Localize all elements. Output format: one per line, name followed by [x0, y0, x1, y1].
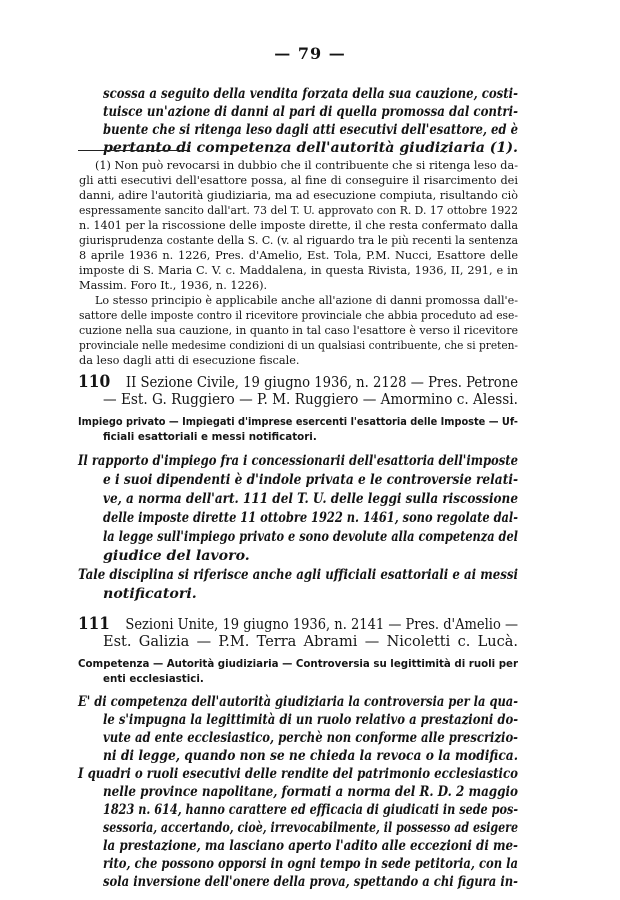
footnote-line: danni, adire l'autorità giudiziaria, ma ad esecuzione compiuta, risultando ciò [79, 189, 519, 202]
case-number: 110 [78, 372, 111, 392]
maxim-line: e i suoi dipendenti è d'indole privata e le controversie relati- [103, 472, 519, 488]
case-keywords-line: ficiali esattoriali e messi notificatori. [103, 431, 317, 443]
maxim-line: le s'impugna la legittimità di un ruolo relativo a prestazioni do- [103, 712, 519, 728]
maxim-line: ni di legge, quando non se ne chieda la revoca o la modifica. [103, 748, 519, 764]
case-keywords-line: enti ecclesiastici. [103, 673, 204, 685]
maxim-line: Il rapporto d'impiego fra i concessionarii dell'esattoria dell'imposte [78, 453, 518, 469]
case-heading-line: Est. Galizia — P.M. Terra Abrami — Nicoletti c. Lucà. [103, 634, 519, 650]
case-heading-line [78, 614, 518, 634]
footnote-line: gli atti esecutivi dell'esattore possa, al fine di conseguire il risarcimento dei [79, 174, 518, 187]
maxim-line: ve, a norma dell'art. 111 del T. U. delle leggi sulla riscossione [103, 491, 518, 507]
maxim-line: la prestazione, ma lasciano aperto l'adito alle eccezioni di me- [103, 838, 518, 854]
page-number: — 79 — [274, 44, 346, 63]
maxim-line: 1823 n. 614, hanno carattere ed efficacia di giudicati in sede pos- [103, 802, 519, 818]
footnote-line: da leso dagli atti di esecuzione fiscale. [79, 354, 300, 367]
maxim-line: nelle province napolitane, formati a norma del R. D. 2 maggio [103, 784, 519, 800]
footnote-separator [78, 150, 190, 151]
intro-line: buente che si ritenga leso dagli atti esecutivi dell'esattore, ed è [103, 122, 519, 138]
maxim-line: E' di competenza dell'autorità giudiziaria la controversia per la qua- [78, 694, 519, 710]
footnote-line: giurisprudenza costante della S. C. (v. al riguardo tra le più recenti la sentenza [79, 234, 519, 247]
maxim-line: la legge sull'impiego privato e sono devolute alla competenza del [103, 529, 519, 545]
footnote-line: provinciale nelle medesime condizioni di un qualsiasi contribuente, che si preten- [79, 339, 519, 352]
footnote-line: 8 aprile 1936 n. 1226, Pres. d'Amelio, Est. Tola, P.M. Nucci, Esattore delle [79, 249, 519, 262]
maxim-line: notificatori. [103, 586, 197, 602]
case-court-date: Sezioni Unite, 19 giugno 1936, n. 2141 — Pres. d'Amelio — [125, 617, 519, 633]
maxim-line: sessoria, accertando, cioè, irrevocabilmente, il possesso ad esigere [103, 820, 519, 836]
intro-line: scossa a seguito della vendita forzata della sua cauzione, costi- [103, 86, 518, 102]
maxim-line: rito, che possono opporsi in ogni tempo in sede petitoria, con la [103, 856, 518, 872]
footnote-line: sattore delle imposte contro il ricevitore provinciale che abbia proceduto ad ese- [79, 309, 518, 322]
footnote-line: (1) Non può revocarsi in dubbio che il contribuente che si ritenga leso da- [95, 159, 519, 172]
maxim-line: giudice del lavoro. [103, 548, 250, 564]
footnote-line: espressamente sancito dall'art. 73 del T. U. approvato con R. D. 17 ottobre 1922 [79, 204, 519, 217]
case-heading-line [78, 372, 518, 392]
maxim-line: delle imposte dirette 11 ottobre 1922 n. 1461, sono regolate dal- [103, 510, 518, 526]
case-heading-line: — Est. G. Ruggiero — P. M. Ruggiero — Amormino c. Alessi. [103, 392, 518, 408]
intro-line: tuisce un'azione di danni al pari di quella promossa dal contri- [103, 104, 518, 120]
case-court-date: II Sezione Civile, 19 giugno 1936, n. 2128 — Pres. Petrone [125, 375, 519, 391]
footnote-line: imposte di S. Maria C. V. c. Maddalena, in questa Rivista, 1936, II, 291, e in [79, 264, 519, 277]
case-keywords-line: Competenza — Autorità giudiziaria — Controversia su legittimità di ruoli per [78, 658, 519, 670]
maxim-line: vute ad ente ecclesiastico, perchè non conforme alle prescrizio- [103, 730, 519, 746]
footnote-line: Massim. Foro It., 1936, n. 1226). [79, 279, 268, 292]
footnote-line: Lo stesso principio è applicabile anche all'azione di danni promossa dall'e- [95, 294, 519, 307]
maxim-line: I quadri o ruoli esecutivi delle rendite del patrimonio ecclesiastico [78, 766, 519, 782]
case-number: 111 [78, 614, 110, 634]
maxim-line: Tale disciplina si riferisce anche agli ufficiali esattoriali e ai messi [78, 567, 518, 583]
footnote-line: n. 1401 per la riscossione delle imposte dirette, il che resta confermato dalla [79, 219, 519, 232]
intro-line: pertanto di competenza dell'autorità giudiziaria (1). [103, 140, 518, 156]
case-keywords-line: Impiego privato — Impiegati d'imprese esercenti l'esattoria delle Imposte — Uf- [78, 416, 518, 428]
footnote-line: cuzione nella sua cauzione, in quanto in tal caso l'esattore è verso il ricevitore [79, 324, 519, 337]
maxim-line: sola inversione dell'onere della prova, spettando a chi figura in- [103, 874, 518, 890]
